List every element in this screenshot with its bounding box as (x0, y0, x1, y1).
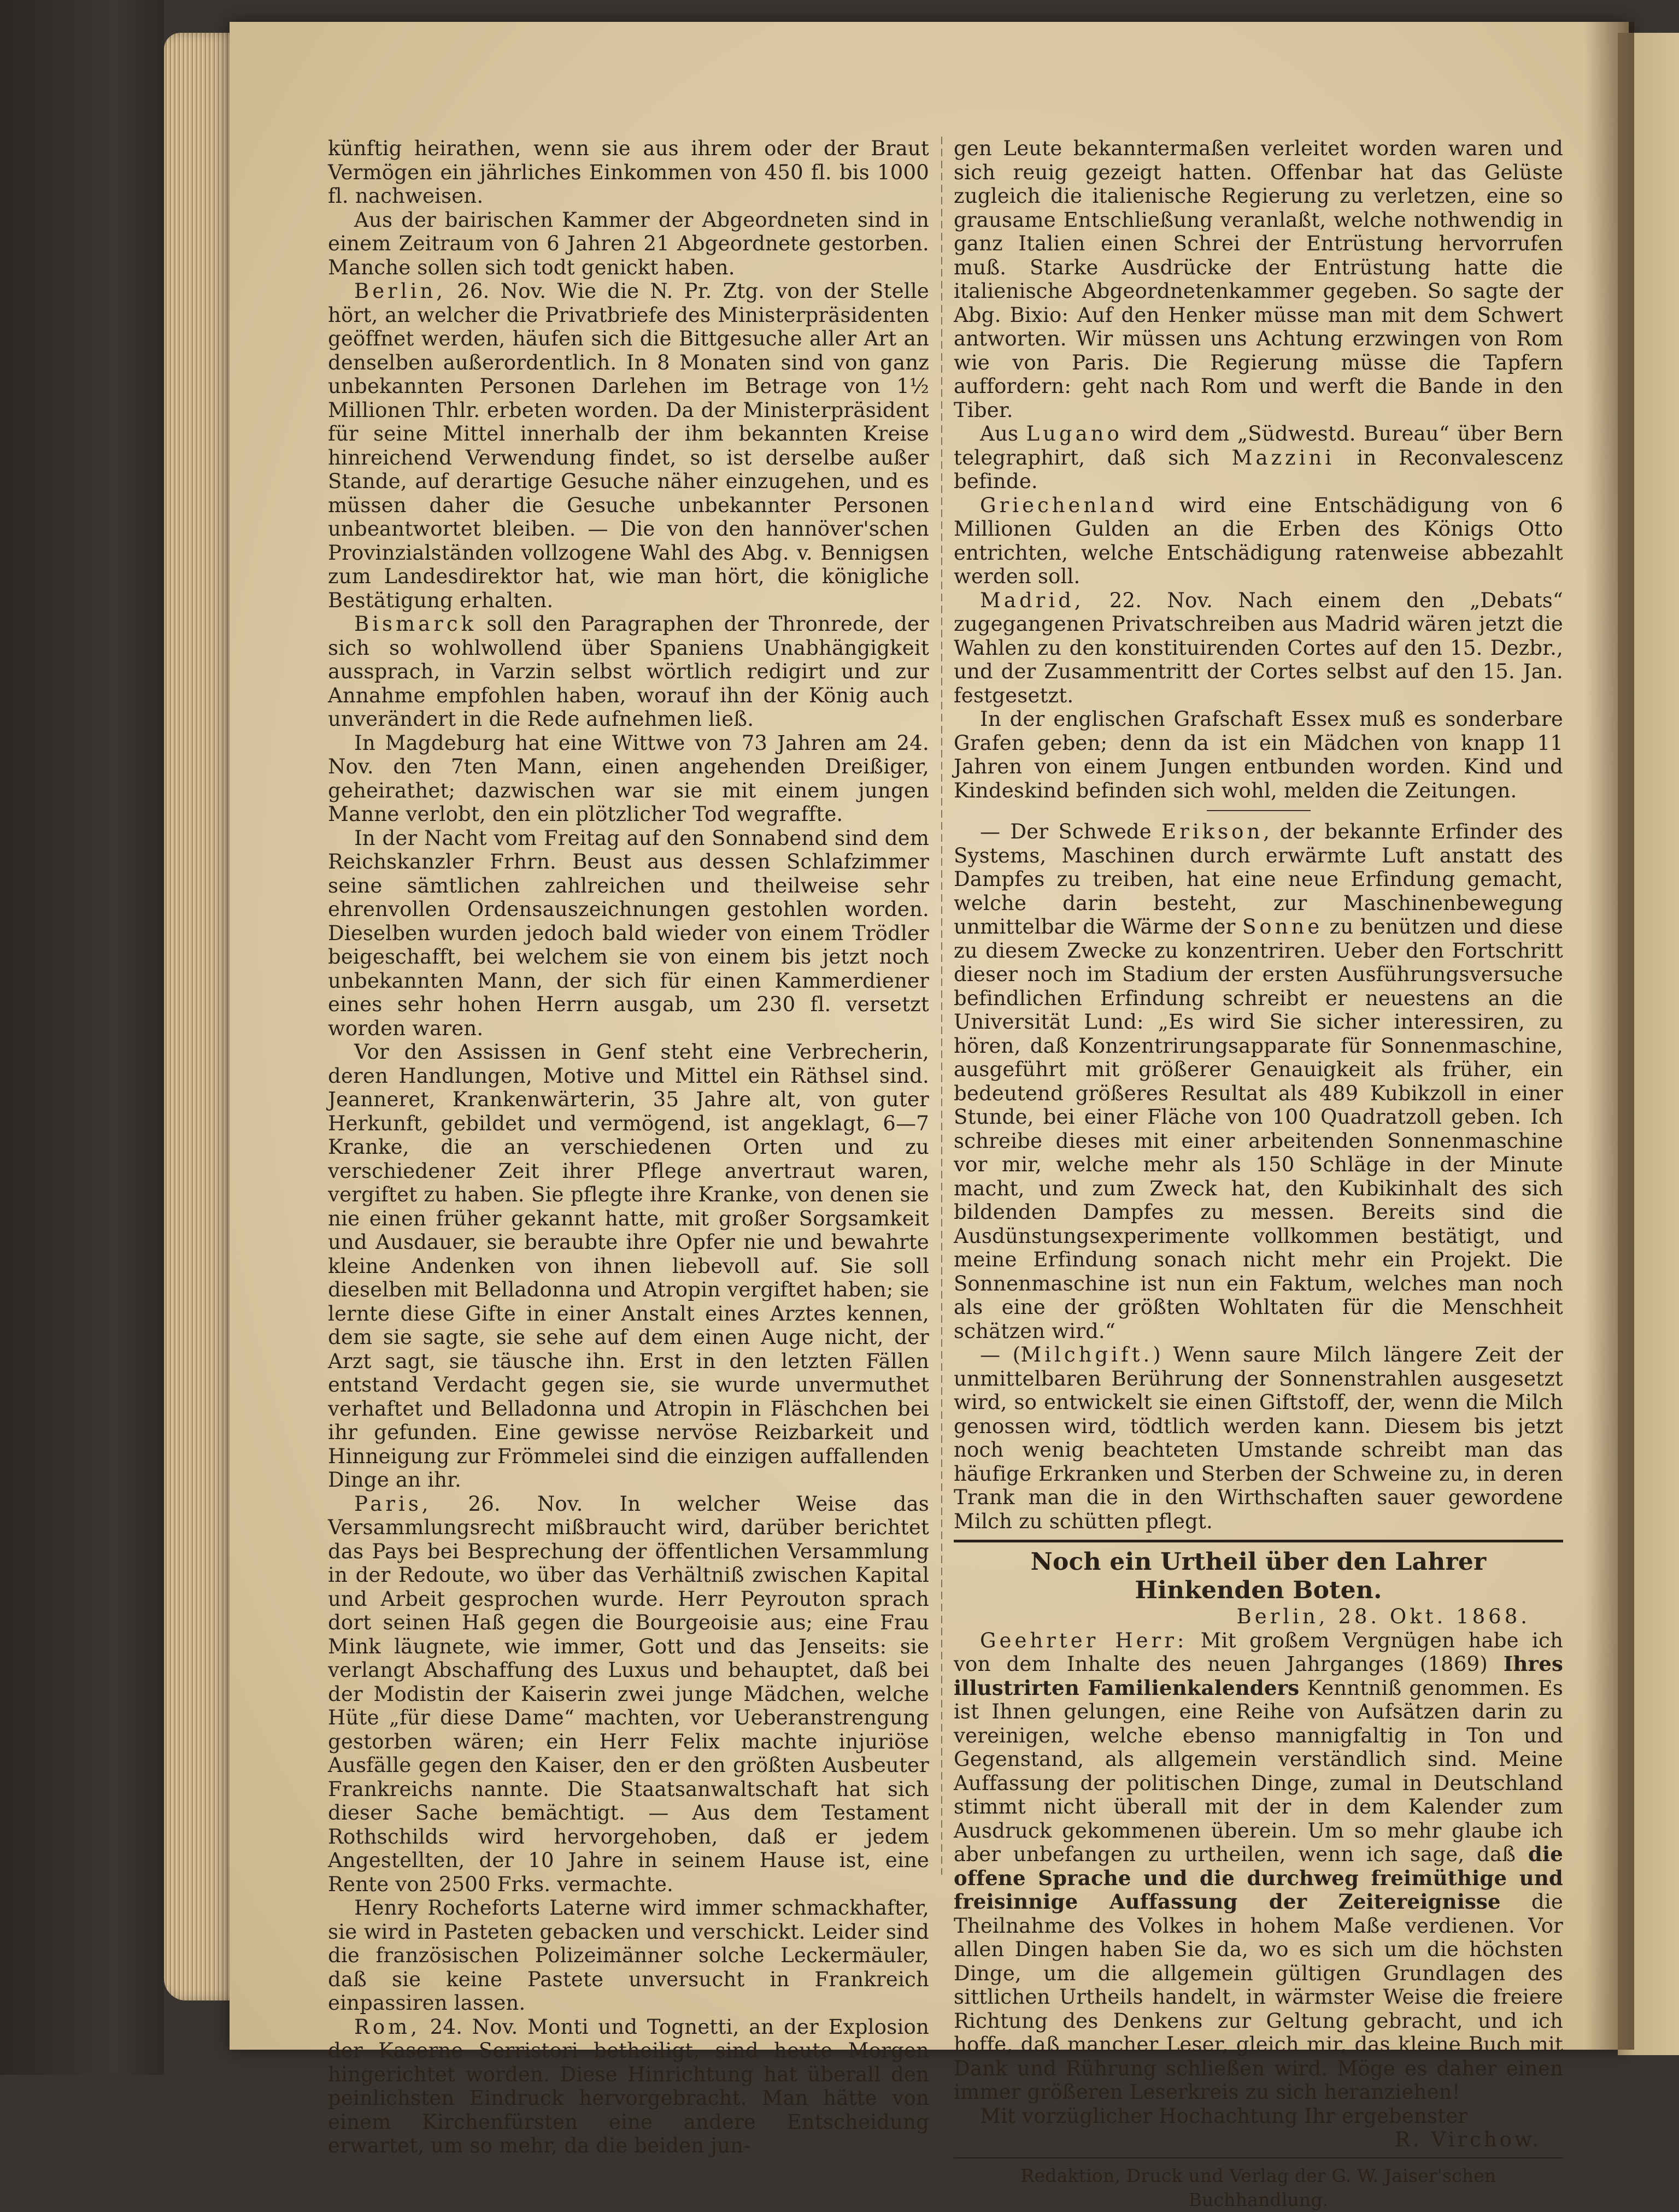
dateline-place: Rom, (354, 2015, 420, 2039)
paragraph (954, 422, 1563, 494)
paragraph-text: wird dem „Südwestd. Bureau“ über Bern telegraphirt, daß sich (954, 422, 1564, 470)
dateline-place: Bismarck (354, 612, 477, 636)
paragraph: In der englischen Grafschaft Essex muß es sonderbare Grafen geben; denn da ist ein Mädchen von knapp 11 Jahren von einem Jungen entbunden worden. Kind und Kindeskind befinden sich wohl, melden die Zeitungen. (954, 707, 1563, 802)
letter-headline: Noch ein Urtheil über den Lahrer Hinkenden Boten. (1030, 1548, 1487, 1604)
paragraph-text: , der bekannte Erfinder des Systems, Maschinen durch erwärmte Luft anstatt des Dampfes zu treiben, hat eine neue Erfindung gemacht, welche darin besteht, zur Maschinenbewegung unmittelbar die Wärme der (954, 820, 1563, 938)
paragraph-text: die Theilnahme des Volkes in hohem Maße verdienen. Vor allen Dingen haben Sie da, wo es sich um die höchsten Dinge, um die allgemein gültigen Grundlagen des sittlichen Urtheils handelt, in wärmster Weise die freiere Richtung des Denkens zur Geltung gebracht, und ich hoffe, daß mancher Leser, gleich mir, das kleine Buch mit Dank und Rührung schließen wird. Möge es daher einen immer größeren Leserkreis zu sich heranziehen! (954, 1890, 1563, 2104)
paragraph (954, 1343, 1563, 1533)
letter-closing: Mit vorzüglicher Hochachtung Ihr ergebenster (980, 2104, 1468, 2128)
paragraph-text: 26. Nov. Wie die N. Pr. Ztg. von der Stelle hört, an welcher die Privatbriefe des Ministerpräsidenten geöffnet werden, häufen sich die Bittgesuche aller Art an denselben außerordentlich. In 8 Monaten sind von ganz unbekannten Personen Darlehen im Betrage von 1½ Millionen Thlr. erbeten worden. Da der Ministerpräsident für seine Mittel innerhalb der ihm bekannten Kreise hinreichend Verwendung findet, so ist derselbe außer Stande, auf derartige Gesuche näher einzugehen, und es müssen daher die Gesuche unbekannter Personen unbeantwortet bleiben. — Die von den hannöver'schen Provinzialständen vollzogene Wahl des Abg. v. Bennigsen zum Landesdirektor hat, wie man hört, die königliche Bestätigung erhalten. (328, 279, 929, 612)
item-title: Milchgift. (1020, 1343, 1153, 1366)
right-column (954, 137, 1563, 2212)
paragraph: Henry Rocheforts Laterne wird immer schmackhafter, sie wird in Pasteten gebacken und verschickt. Leider sind die französischen Polizeimänner solche Leckermäuler, daß sie keine Pastete unversucht in Frankreich einpassiren lassen. (328, 1896, 929, 2015)
paragraph-text: Mit großem Vergnügen habe ich von dem Inhalte des neuen Jahrganges (1869) (954, 1628, 1563, 1676)
letter-dateline: Berlin, 28. Okt. 1868. (1236, 1605, 1530, 1628)
place-name: Lugano (1026, 422, 1123, 445)
paragraph (954, 820, 1563, 1343)
paragraph-text: zu benützen und diese zu diesem Zwecke zu konzentriren. Ueber den Fortschritt dieser noch im Stadium der ersten Ausführungsversuche befindlichen Erfindung schreibt er neuestens an die Universität Lund: „Es wird Sie sicher interessiren, zu hören, daß Konzentrirungsapparate für Sonnenmaschine, ausgeführt mit größerer Genauigkeit als früher, ein bedeutend größeres Resultat als 489 Kubikzoll in einer Stunde, bei einer Fläche von 100 Quadratzoll geben. Ich schreibe dieses mit einer arbeitenden Sonnenmaschine vor mir, welche mehr als 150 Schläge in der Minute macht, und zum Zweck hat, den Kubikinhalt des sich bildenden Dampfes zu messen. Bereits sind die Ausdünstungsexperimente vollkommen bestätigt, und meine Erfindung sonach nicht mehr ein Projekt. Die Sonnenmaschine ist nun ein Faktum, welches man noch als eine der größten Wohltaten für die Menschheit schätzen wird.“ (954, 915, 1563, 1343)
book-gutter-shadow (1585, 22, 1634, 2050)
paragraph-text: 22. Nov. Nach einem den „Debats“ zugegangenen Privatschreiben aus Madrid wären jetzt die Wahlen zu den konstituirenden Cortes auf den 15. Dezbr., und der Zusammentritt der Cortes selbst auf den 15. Jan. festgesetzt. (954, 588, 1563, 707)
thin-rule (954, 2157, 1563, 2158)
paragraph-text: Kenntniß genommen. Es ist Ihnen gelungen, eine Reihe von Aufsätzen darin zu vereinigen, welche ebenso mannigfaltig in Ton und Gegenstand, als allgemein verständlich sind. Meine Auffassung der politischen Dinge, zumal in Deutschland stimmt nicht überall mit der in dem Kalender zum Ausdruck gekommenen überein. Um so mehr glaube ich aber unbefangen zu urtheilen, wenn ich sage, daß (954, 1676, 1563, 1866)
paragraph (954, 589, 1563, 708)
section-separator (1207, 810, 1311, 811)
paragraph-text: soll den Paragraphen der Thronrede, der sich so wohlwollend über Spaniens Unabhängigkeit aussprach, in Varzin selbst wörtlich redigirt und zur Annahme empfohlen haben, worauf ihn der König auch unverändert in die Rede aufnehmen ließ. (328, 612, 929, 731)
person-name: Mazzini (1231, 445, 1335, 470)
emphasis: Sonne (1242, 915, 1323, 938)
paragraph: gen Leute bekanntermaßen verleitet worden waren und sich reuig gezeigt hatten. Offenbar hat das Gelüste zugleich die italienische Regierung zu verletzen, eine so grausame Entschließung veranlaßt, welche nothwendig in ganz Italien einen Schrei der Entrüstung hervorrufen muß. Starke Ausdrücke der Entrüstung hatte die italienische Abgeordnetenkammer gegeben. So sagte der Abg. Bixio: Auf den Henker müsse man mit dem Schwert antworten. Wir müssen uns Achtung erzwingen von Rom wie von Paris. Die Regierung müsse die Tapfern auffordern: geht nach Rom und werft die Bande in den Tiber. (954, 137, 1563, 422)
paragraph-text: 24. Nov. Monti und Tognetti, an der Explosion der Kaserne Serristori betheiligt, sind heute Morgen hingerichtet worden. Diese Hinrichtung hat überall den peinlichsten Eindruck hervorgebracht. Man hätte von einem Kirchenfürsten eine andere Entscheidung erwartet, um so mehr, da die beiden jun- (328, 2015, 929, 2157)
book-page-edges (164, 33, 240, 2000)
dateline-place: Madrid, (980, 588, 1084, 612)
paragraph-text: ) Wenn saure Milch längere Zeit der unmittelbaren Berührung der Sonnenstrahlen ausgesetzt wird, so entwickelt sie einen Giftstoff, der, wenn die Milch genossen wird, tödtlich werden kann. Diesem bis jetzt noch wenig beachteten Umstande schreibt man das häufige Erkranken und Sterben der Schweine zu, in deren Trank man die in den Wirthschaften sauer gewordene Milch zu schütten pflegt. (954, 1343, 1563, 1533)
paragraph (954, 494, 1563, 589)
paragraph-text: — Der Schwede (980, 820, 1162, 843)
paragraph: In Magdeburg hat eine Wittwe von 73 Jahren am 24. Nov. den 7ten Mann, einen angehenden Dreißiger, geheirathet; dazwischen war sie mit einem jungen Manne verlobt, den ein plötzlicher Tod wegraffte. (328, 731, 929, 826)
paragraph-text: — ( (980, 1343, 1021, 1366)
letter-signature: R. Virchow. (1395, 2128, 1541, 2151)
dark-background (0, 0, 164, 2075)
paragraph-text: wird eine Entschädigung von 6 Millionen Gulden an die Erben des Königs Otto entrichten, welche Entschädigung ratenweise abbezahlt werden soll. (954, 493, 1563, 588)
paragraph-text: in Reconvalescenz befinde. (954, 445, 1563, 493)
paragraph-text: Aus (980, 422, 1026, 445)
heavy-rule (954, 1540, 1563, 1542)
dateline-place: Griechenland (980, 493, 1158, 517)
paragraph-text: 26. Nov. In welcher Weise das Versammlungsrecht mißbraucht wird, darüber berichtet das Pays bei Besprechung der öffentlichen Versammlung in der Redoute, wo über das Verhältniß zwischen Kapital und Arbeit gesprochen wurde. Herr Peyrouton sprach dort seinen Haß gegen die Bourgeoisie aus; eine Frau Mink läugnete, wie immer, Gott und das Jenseits: sie verlangt Abschaffung des Luxus und behauptet, daß bei der Modistin der Kaiserin zwei junge Mädchen, welche Hüte „für diese Dame“ machten, vor Ueberanstrengung gestorben wären; ein Herr Felix machte injuriöse Ausfälle gegen den Kaiser, den er den größten Ausbeuter Frankreichs nannte. Die Staatsanwaltschaft hat sich dieser Sache bemächtigt. — Aus dem Testament Rothschilds wird hervorgehoben, daß er jedem Angestellten, der 10 Jahre in seinem Hause ist, eine Rente von 2500 Frks. vermachte. (328, 1492, 929, 1896)
dateline-place: Berlin, (354, 279, 447, 303)
paragraph (328, 279, 929, 612)
column-divider (941, 137, 942, 1875)
paragraph: Aus der bairischen Kammer der Abgeordneten sind in einem Zeitraum von 6 Jahren 21 Abgeordnete gestorben. Manche sollen sich todt genickt haben. (328, 208, 929, 279)
paragraph: künftig heirathen, wenn sie aus ihrem oder der Braut Vermögen ein jährliches Einkommen von 450 fl. bis 1000 fl. nachweisen. (328, 137, 929, 208)
person-name: Erikson (1161, 820, 1264, 843)
left-column (328, 137, 929, 2158)
imprint-line: Redaktion, Druck und Verlag der G. W. Jaiser'schen Buchhandlung. (1020, 2164, 1496, 2210)
bold-phrase: Ihres illustrirten Familienkalenders (954, 1652, 1563, 1700)
paragraph (328, 2015, 929, 2158)
salutation: Geehrter Herr: (980, 1628, 1188, 1652)
paragraph: Vor den Assissen in Genf steht eine Verbrecherin, deren Handlungen, Motive und Mittel ein Räthsel sind. Jeanneret, Krankenwärterin, 35 Jahre alt, von guter Herkunft, gebildet und vermögend, ist angeklagt, 6—7 Kranke, die an verschiedenen Orten und zu verschiedener Zeit ihrer Pflege anvertraut waren, vergiftet zu haben. Sie pflegte ihre Kranke, von denen sie nie einen früher gekannt hatte, mit großer Sorgsamkeit und Ausdauer, sie beraubte ihre Opfer nie und bewahrte kleine Andenken von ihnen liebevoll auf. Sie soll dieselben mit Belladonna und Atropin vergiftet haben; sie lernte diese Gifte in einer Anstalt eines Arztes kennen, dem sie sagte, sie sehe auf dem einen Auge nicht, der Arzt sagt, sie täusche ihn. Erst in den letzten Fällen entstand Verdacht gegen sie, sie wurde unvermuthet verhaftet und Belladonna und Atropin in Fläschchen bei ihr gefunden. Eine gewisse nervöse Reizbarkeit und Hinneigung zur Frömmelei sind die einzigen auffallenden Dinge an ihr. (328, 1040, 929, 1492)
paragraph (328, 612, 929, 731)
letter-body (954, 1629, 1563, 2104)
bold-phrase: die offene Sprache und die durchweg freimüthige und freisinnige Auffassung der Zeitereignisse (954, 1842, 1563, 1914)
dateline-place: Paris, (354, 1492, 432, 1516)
paragraph: In der Nacht vom Freitag auf den Sonnabend sind dem Reichskanzler Frhrn. Beust aus dessen Schlafzimmer seine sämtlichen zahlreichen und theilweise sehr ehrenvollen Ordensauszeichnungen gestohlen worden. Dieselben wurden jedoch bald wieder von einem Trödler beigeschafft, bei welchem sie von einem bis jetzt noch unbekannten Mann, der sich für einen Kammerdiener eines sehr hohen Herrn ausgab, um 230 fl. versetzt worden waren. (328, 826, 929, 1040)
paragraph (328, 1492, 929, 1897)
